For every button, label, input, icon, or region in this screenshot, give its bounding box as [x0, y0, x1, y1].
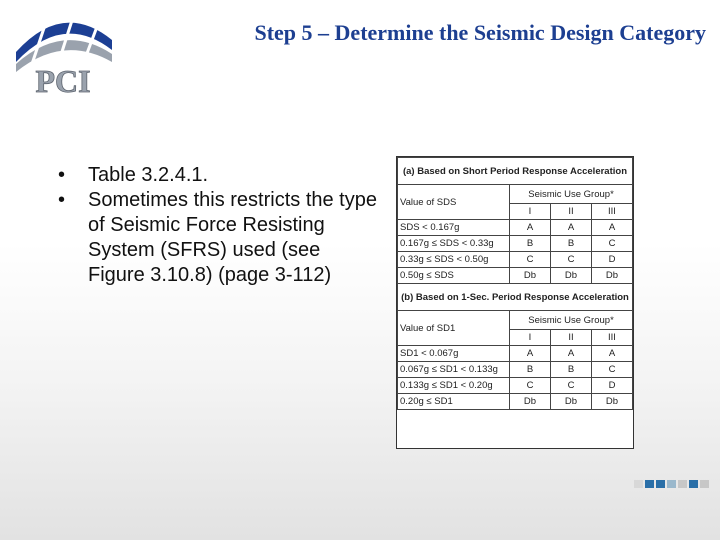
cell: C: [510, 252, 551, 268]
cell: A: [551, 346, 592, 362]
bullet-marker: •: [58, 164, 66, 186]
value-header-b: Value of SD1: [398, 311, 510, 346]
cell: D: [592, 378, 633, 394]
group-col: II: [551, 204, 592, 220]
section-b-title: (b) Based on 1-Sec. Period Response Acceleration: [398, 284, 633, 311]
cell: C: [551, 378, 592, 394]
cell: A: [510, 220, 551, 236]
seismic-design-category-table: [396, 156, 634, 449]
bullet-item: [58, 188, 378, 288]
cell: C: [592, 236, 633, 252]
table-row: [398, 394, 633, 410]
cell: B: [551, 236, 592, 252]
table-row: [398, 220, 633, 236]
table-row: [398, 378, 633, 394]
row-label: 0.33g ≤ SDS < 0.50g: [398, 252, 510, 268]
bullet-marker: •: [58, 189, 66, 211]
bullet-text: Table 3.2.4.1.: [88, 164, 209, 186]
bullet-item: [58, 163, 378, 188]
group-header-a: Seismic Use Group*: [510, 185, 633, 204]
table-row: [398, 346, 633, 362]
cell: Db: [592, 268, 633, 284]
group-col: I: [510, 204, 551, 220]
decorative-squares: [634, 480, 714, 488]
cell: B: [510, 362, 551, 378]
cell: A: [592, 346, 633, 362]
row-label: 0.133g ≤ SD1 < 0.20g: [398, 378, 510, 394]
cell: A: [551, 220, 592, 236]
bullet-text: Sometimes this restricts the type of Seismic Force Resisting System (SFRS) used (see Figure 3.10.8) (page 3-112): [88, 189, 377, 286]
row-label: 0.167g ≤ SDS < 0.33g: [398, 236, 510, 252]
value-header-a: Value of SDS: [398, 185, 510, 220]
bullet-list: [58, 163, 378, 288]
cell: A: [592, 220, 633, 236]
slide-title: Step 5 – Determine the Seismic Design Category: [254, 20, 706, 45]
group-col: III: [592, 330, 633, 346]
group-col: I: [510, 330, 551, 346]
cell: D: [592, 252, 633, 268]
cell: C: [592, 362, 633, 378]
row-label: 0.50g ≤ SDS: [398, 268, 510, 284]
table-row: [398, 236, 633, 252]
pci-logo: [8, 6, 118, 94]
cell: Db: [510, 268, 551, 284]
cell: Db: [592, 394, 633, 410]
row-label: 0.20g ≤ SD1: [398, 394, 510, 410]
section-a-title: (a) Based on Short Period Response Acceleration: [398, 158, 633, 185]
cell: C: [551, 252, 592, 268]
cell: A: [510, 346, 551, 362]
cell: Db: [551, 268, 592, 284]
table-row: [398, 252, 633, 268]
row-label: SD1 < 0.067g: [398, 346, 510, 362]
row-label: 0.067g ≤ SD1 < 0.133g: [398, 362, 510, 378]
cell: Db: [510, 394, 551, 410]
cell: C: [510, 378, 551, 394]
cell: B: [551, 362, 592, 378]
cell: Db: [551, 394, 592, 410]
group-col: III: [592, 204, 633, 220]
group-header-b: Seismic Use Group*: [510, 311, 633, 330]
table-row: [398, 268, 633, 284]
table-row: [398, 362, 633, 378]
cell: B: [510, 236, 551, 252]
logo-text: PCI: [35, 63, 91, 94]
row-label: SDS < 0.167g: [398, 220, 510, 236]
group-col: II: [551, 330, 592, 346]
